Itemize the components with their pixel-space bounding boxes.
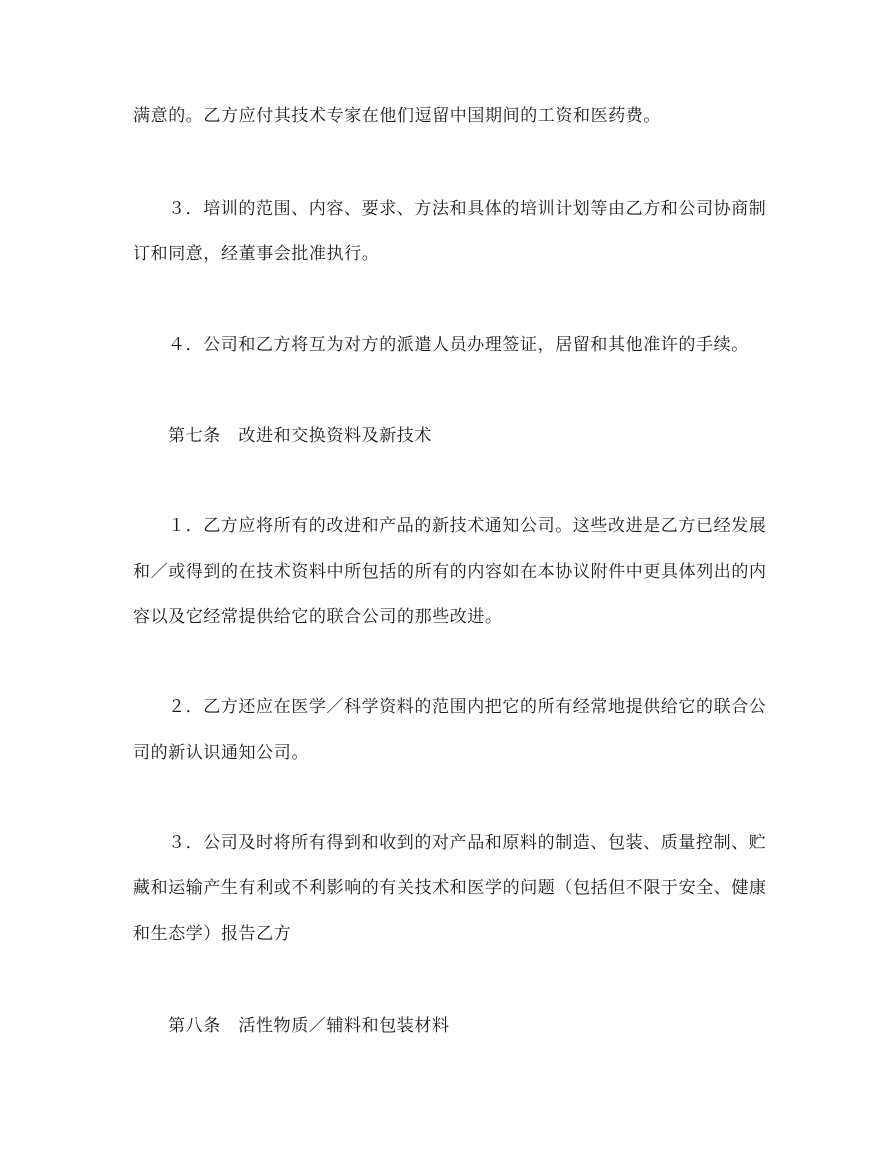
paragraph-line: ２．乙方还应在医学／科学资料的范围内把它的所有经常地提供给它的联合公 [168, 697, 767, 717]
paragraph-line: １．乙方应将所有的改进和产品的新技术通知公司。这些改进是乙方已经发展 [168, 516, 767, 536]
section-heading: 第七条 改进和交换资料及新技术 [168, 426, 432, 446]
paragraph-line: ４．公司和乙方将互为对方的派遣人员办理签证，居留和其他准许的手续。 [168, 335, 749, 355]
section-heading: 第八条 活性物质／辅料和包装材料 [168, 1016, 450, 1036]
paragraph-line: ３．公司及时将所有得到和收到的对产品和原料的制造、包装、质量控制、贮 [168, 833, 767, 853]
paragraph-line: 藏和运输产生有利或不利影响的有关技术和医学的问题（包括但不限于安全、健康 [133, 878, 767, 898]
paragraph-line: 和／或得到的在技术资料中所包括的所有的内容如在本协议附件中更具体列出的内 [133, 562, 767, 582]
paragraph-line: 和生态学）报告乙方 [133, 924, 292, 944]
paragraph-line: 满意的。乙方应付其技术专家在他们逗留中国期间的工资和医药费。 [133, 106, 661, 126]
paragraph-line: 容以及它经常提供给它的联合公司的那些改进。 [133, 607, 503, 627]
paragraph-line: 司的新认识通知公司。 [133, 743, 309, 763]
paragraph-line: 订和同意，经董事会批准执行。 [133, 244, 380, 264]
paragraph-line: ３．培训的范围、内容、要求、方法和具体的培训计划等由乙方和公司协商制 [168, 199, 767, 219]
